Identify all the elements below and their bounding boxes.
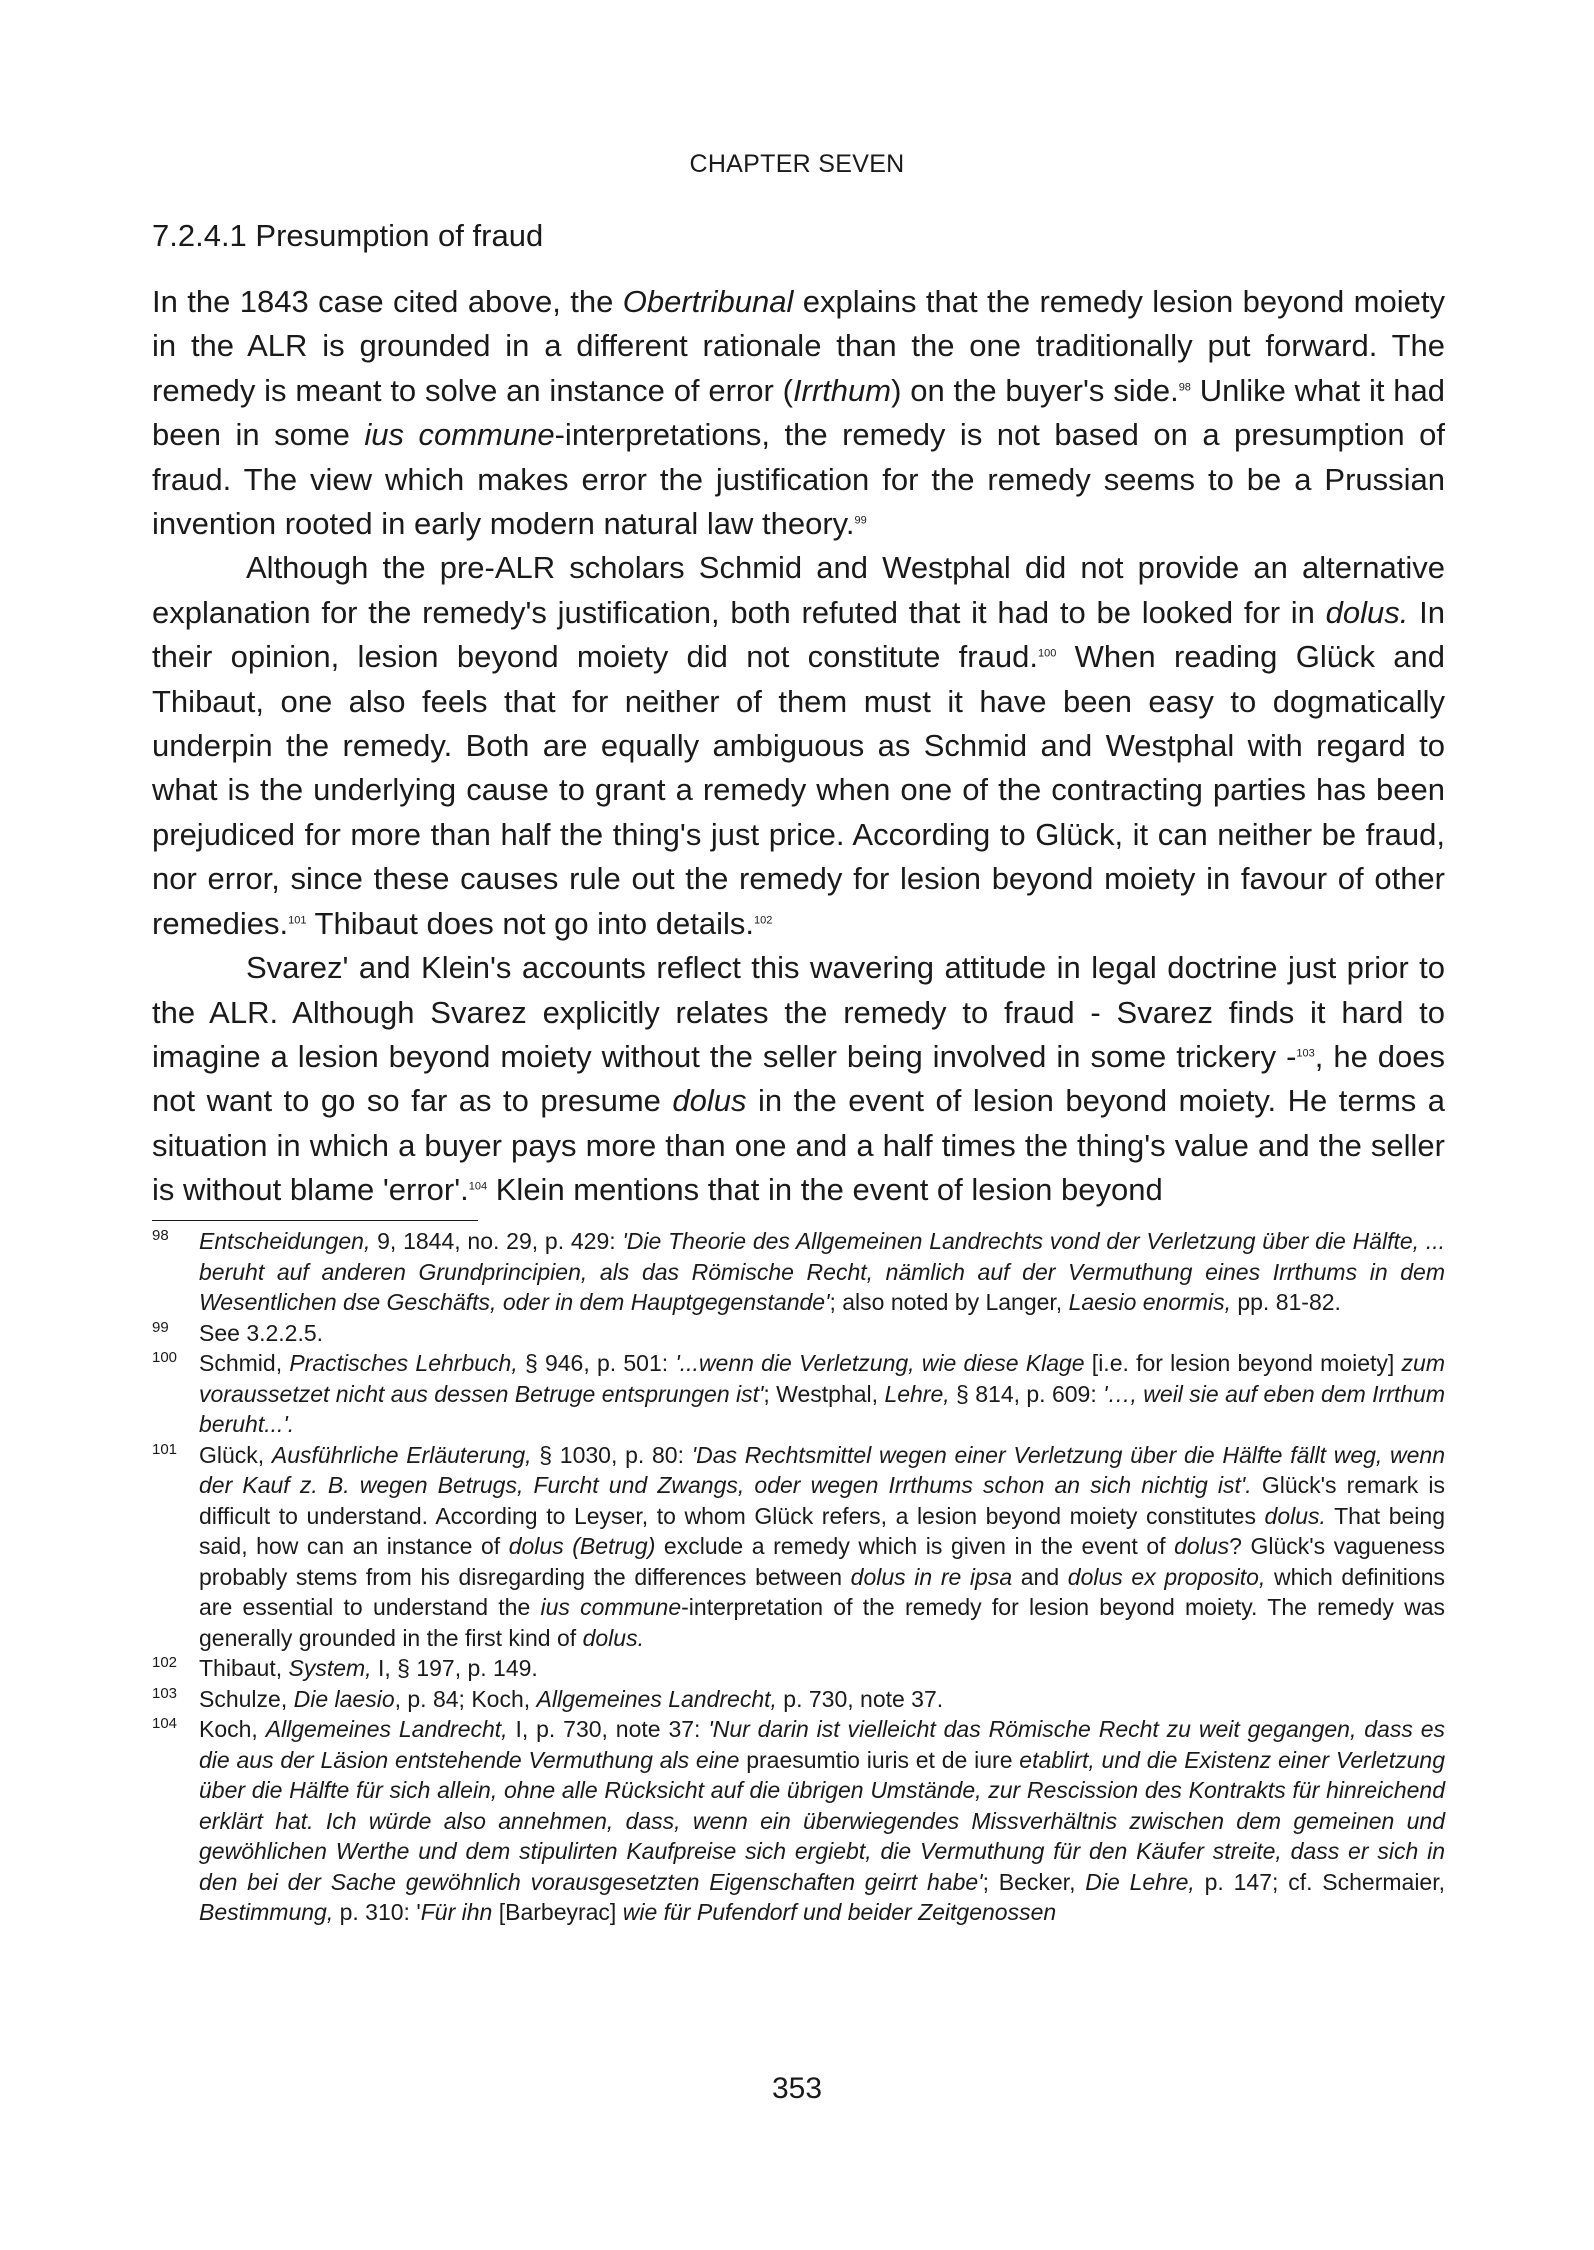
footnote-ref-98[interactable]: 98	[1178, 381, 1191, 394]
footnotes	[152, 1226, 1445, 1928]
footnote-number: 99	[152, 1318, 169, 1336]
text: -interpretation of the remedy for lesion beyond moiety. The remedy was generally grounded in the first kind of	[199, 1594, 1445, 1651]
italic-text: Bestimmung,	[199, 1899, 334, 1925]
text: in the event of lesion beyond moiety. He terms a situation in which a buyer pays more than one and a half times the thing's value and the seller is without blame 'error'.	[152, 1083, 1445, 1208]
footnote-number: 104	[152, 1715, 178, 1732]
italic-text: Lehre,	[884, 1380, 950, 1407]
italic-text: etablirt, und die Existenz einer Verletzung über die Hälfte für sich allein, ohne alle Rücksicht auf die übrigen Umstände, zur Rescission des Kontrakts für hinreichend erklärt hat. Ich würde also annehmen, dass, wenn ein überwiegendes Missverhältnis zwischen dem gemeinen und gewöhlichen Werthe und dem stipulirten Kaufpreise sich ergiebt, die Vermuthung für den Käufer streite, dass er sich in den bei der Sache gewöhnlich vorausgesetzten Eigenschaften geirrt habe'	[199, 1746, 1445, 1895]
text: In the 1843 case cited above, the	[152, 284, 623, 319]
text: [Barbeyrac]	[492, 1899, 623, 1925]
italic-text: System,	[288, 1655, 372, 1681]
italic-text: '...wenn die Verletzung, wie diese Klage	[675, 1350, 1085, 1376]
footnote-101	[152, 1440, 1445, 1654]
footnote-104	[152, 1714, 1445, 1928]
paragraph-3	[152, 946, 1445, 1212]
footnote-number: 102	[152, 1654, 178, 1671]
italic-text: ius commune	[364, 417, 555, 453]
text: ) on the buyer's side.	[891, 372, 1179, 408]
footnote-text	[199, 1348, 1445, 1440]
text: Svarez' and Klein's accounts reflect this wavering attitude in legal doctrine just prior to the ALR. Although Svarez explicitly relates the remedy to fraud - Svarez finds it hard to imagine a lesion beyond moiety without the seller being involved in some trickery -	[152, 950, 1445, 1074]
footnote-text	[199, 1714, 1445, 1928]
footnote-ref-103[interactable]: 103	[1296, 1047, 1315, 1060]
text: Koch,	[199, 1716, 266, 1742]
italic-text: Irrthum	[792, 372, 892, 408]
text: [i.e. for lesion beyond moiety]	[1084, 1350, 1402, 1376]
italic-text: Allgemeines Landrecht,	[265, 1716, 508, 1742]
text: ; also noted by Langer,	[829, 1289, 1069, 1315]
footnote-number: 98	[152, 1227, 169, 1244]
text: 9, 1844, no. 29, p. 429:	[370, 1228, 623, 1254]
footnote-text	[199, 1440, 1445, 1654]
footnote-ref-102[interactable]: 102	[754, 914, 773, 927]
text: I, p. 730, note 37:	[507, 1716, 709, 1742]
text: Thibaut,	[199, 1655, 289, 1681]
text: That being said, how can an instance of	[199, 1502, 1445, 1559]
italic-text: 'Das Rechtsmittel wegen einer Verletzung über die Hälfte fällt weg, wenn der Kauf z. B. wegen Betrugs, Furcht und Zwangs, oder wegen Irrthums schon an sich nichtig ist'.	[199, 1441, 1446, 1498]
italic-text: dolus.	[582, 1624, 644, 1651]
text: Although the pre-ALR scholars Schmid and Westphal did not provide an alternative explanation for the remedy's justification, both refuted that it had to be looked for in	[152, 550, 1445, 630]
italic-text: Entscheidungen,	[199, 1228, 371, 1254]
italic-text: wie für Pufendorf und beider Zeitgenossen	[622, 1899, 1057, 1925]
text: p. 730, note 37.	[776, 1685, 944, 1712]
italic-text: Die Lehre,	[1085, 1868, 1195, 1895]
page-number: 353	[771, 2072, 823, 2105]
footnote-102	[152, 1653, 1445, 1684]
footnote-text	[199, 1226, 1445, 1318]
text: Thibaut does not go into details.	[306, 905, 754, 941]
italic-text: dolus	[672, 1083, 747, 1119]
paragraph-1	[152, 280, 1445, 546]
text: praesumtio iuris et de iure	[739, 1746, 1020, 1773]
text: and	[1012, 1563, 1068, 1590]
text: Unlike what it had been in some	[152, 372, 1445, 453]
body-text	[152, 280, 1445, 1213]
italic-text: Practisches Lehrbuch,	[289, 1350, 518, 1376]
text: § 946, p. 501:	[517, 1350, 676, 1376]
footnote-text	[199, 1318, 1445, 1349]
italic-text: dolus ex proposito,	[1067, 1563, 1266, 1590]
text: ; Becker,	[982, 1868, 1086, 1895]
italic-text: Ausführliche Erläuterung,	[271, 1441, 532, 1468]
footnote-ref-100[interactable]: 100	[1037, 647, 1057, 660]
footnote-number: 100	[152, 1349, 178, 1366]
text: ; Westphal,	[763, 1380, 885, 1407]
footnote-103	[152, 1684, 1445, 1715]
italic-text: ius commune	[540, 1594, 682, 1620]
text: § 1030, p. 80:	[531, 1441, 692, 1468]
italic-text: Laesio enormis,	[1068, 1289, 1231, 1315]
text: , p. 84; Koch,	[394, 1685, 537, 1712]
footnote-98	[152, 1226, 1445, 1318]
text: Glück's remark is difficult to understand. According to Leyser, to whom Glück refers, a lesion beyond moiety constitutes	[199, 1472, 1445, 1529]
text: I, § 197, p. 149.	[371, 1655, 538, 1681]
text: exclude a remedy which is given in the event of	[655, 1533, 1175, 1559]
italic-text: dolus in re ipsa	[850, 1563, 1013, 1590]
text: Schmid,	[199, 1350, 290, 1376]
text: which definitions are essential to understand the	[199, 1563, 1445, 1620]
footnote-ref-99[interactable]: 99	[854, 514, 867, 527]
text: Glück,	[199, 1441, 272, 1468]
italic-text: '…, weil sie auf eben dem Irrthum beruht...'.	[199, 1380, 1445, 1437]
italic-text: dolus (Betrug)	[508, 1533, 656, 1559]
text: p. 310: '	[333, 1899, 421, 1925]
text: p. 147; cf. Schermaier,	[1194, 1868, 1445, 1895]
footnote-number: 103	[152, 1684, 178, 1702]
text: -interpretations, the remedy is not based on a presumption of fraud. The view which makes error the justification for the remedy seems to be a Prussian invention rooted in early modern natural law theory.	[152, 417, 1445, 542]
italic-text: 'Die Theorie des Allgemeinen Landrechts vond der Verletzung über die Hälfte, ... beruht auf anderen Grundprincipien, als das Römische Recht, nämlich auf der Vermuthung eines Irrthums in dem Wesentlichen dse Geschäfts, oder in dem Hauptgegenstande'	[199, 1228, 1445, 1315]
footnote-100	[152, 1348, 1445, 1440]
text: Klein mentions that in the event of lesion beyond	[487, 1172, 1163, 1208]
text: Schulze,	[199, 1685, 294, 1712]
text: In their opinion, lesion beyond moiety did not constitute fraud.	[152, 594, 1445, 675]
text: ? Glück's vagueness probably stems from his disregarding the differences between	[199, 1533, 1445, 1590]
text: explains that the remedy lesion beyond moiety in the ALR is grounded in a different rationale than the one traditionally put forward. The remedy is meant to solve an instance of error (	[152, 284, 1445, 408]
text: pp. 81-82.	[1230, 1289, 1341, 1315]
footnote-separator	[152, 1220, 478, 1221]
text: § 814, p. 609:	[949, 1380, 1104, 1407]
italic-text: zum voraussetzet nicht aus dessen Betruge entsprungen ist'	[199, 1350, 1445, 1407]
text: When reading Glück and Thibaut, one also feels that for neither of them must it have been easy to dogmatically underpin the remedy. Both are equally ambiguous as Schmid and Westphal with regard to what is the underlying cause to grant a remedy when one of the contracting parties has been prejudiced for more than half the thing's just price. According to Glück, it can neither be fraud, nor error, since these causes rule out the remedy for lesion beyond moiety in favour of other remedies.	[152, 639, 1446, 941]
italic-text: Obertribunal	[622, 284, 794, 319]
italic-text: dolus.	[1325, 594, 1409, 630]
text: See 3.2.2.5.	[199, 1319, 324, 1346]
footnote-ref-101[interactable]: 101	[288, 914, 307, 927]
text: , he does not want to go so far as to presume	[152, 1038, 1445, 1119]
footnote-text	[199, 1684, 1445, 1715]
footnote-number: 101	[152, 1440, 178, 1458]
italic-text: dolus.	[1264, 1502, 1326, 1529]
italic-text: Für ihn	[420, 1899, 493, 1925]
italic-text: 'Nur darin ist vielleicht das Römische Recht zu weit gegangen, dass es die aus der Läsion entstehende Vermuthung als eine	[199, 1716, 1445, 1773]
italic-text: Allgemeines Landrecht,	[536, 1685, 777, 1712]
italic-text: dolus	[1174, 1533, 1230, 1559]
paragraph-2	[152, 546, 1445, 946]
section-heading: 7.2.4.1 Presumption of fraud	[152, 218, 544, 253]
footnote-text	[199, 1653, 1445, 1684]
running-head: CHAPTER SEVEN	[689, 150, 905, 178]
italic-text: Die laesio	[293, 1685, 395, 1712]
footnote-99	[152, 1318, 1445, 1349]
footnote-ref-104[interactable]: 104	[468, 1180, 488, 1193]
